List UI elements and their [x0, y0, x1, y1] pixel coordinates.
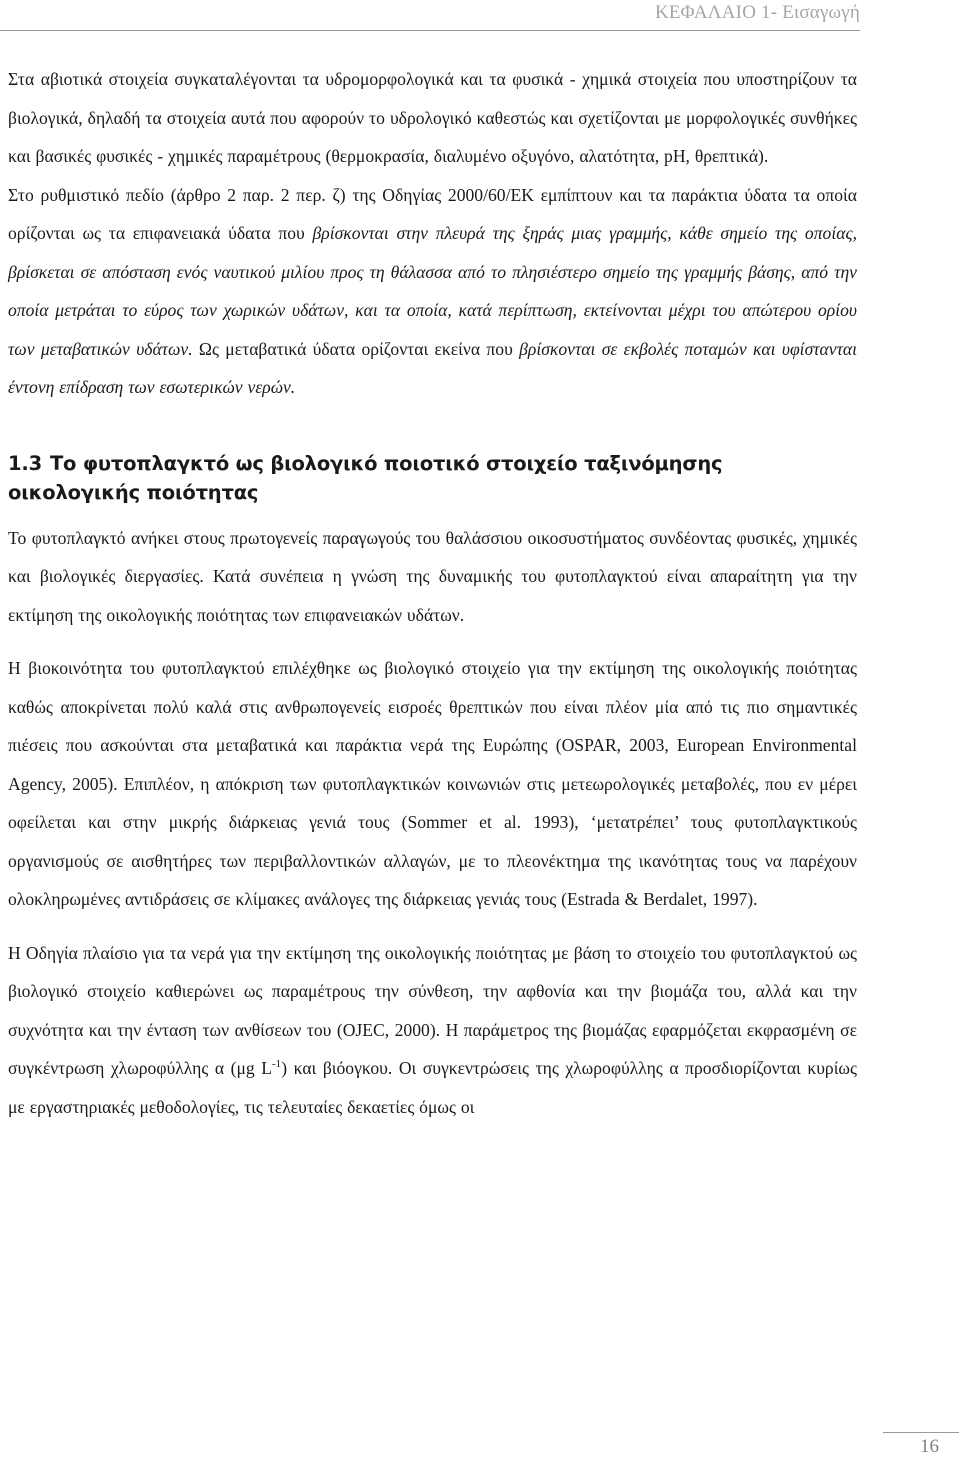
header-rule — [0, 30, 860, 31]
running-header — [0, 2, 860, 24]
transitional-waters-definition: βρίσκονται σε εκβολές ποταμών και υφίστανται έντονη επίδραση των εσωτερικών νερών. — [8, 338, 858, 397]
paragraph-phytoplankton-intro: Το φυτοπλαγκτό ανήκει στους πρωτογενείς παραγωγούς του θαλάσσιου οικοσυστήματος συνδέοντας φυσικές, χημικές και βιολογικές διεργασίες. Κατά συνέπεια η γνώση της δυναμικής του φυτοπλαγκτού είναι απαραίτητη για την εκτίμηση της οικολογικής ποιότητας των επιφανειακών υδάτων. — [8, 527, 857, 625]
coastal-waters-definition: βρίσκονται στην πλευρά της ξηράς μιας γραμμής, κάθε σημείο της οποίας, βρίσκεται σε απόσταση ενός ναυτικού μιλίου προς τη θάλασσα από το πλησιέστερο σημείο της γραμμής βάσης, από την οποία μετράται το εύρος των χωρικών υδάτων, και τα οποία, κατά περίπτωση, εκτείνονται μέχρι του απώτερου ορίου των μεταβατικών υδάτων. — [8, 223, 857, 359]
paragraph-water-framework-directive — [8, 934, 857, 1127]
unit-exponent: -1 — [272, 1058, 282, 1071]
coastal-waters-lead: Στο ρυθμιστικό πεδίο (άρθρο 2 παρ. 2 περ. ζ) της Οδηγίας 2000/60/ΕΚ εμπίπτουν και τα παράκτια ύδατα τα οποία ορίζονται ως τα επιφανειακά ύδατα που — [8, 184, 857, 243]
page-body — [8, 60, 857, 1126]
wfd-lead: Η Οδηγία πλαίσιο για τα νερά για την εκτίμηση της οικολογικής ποιότητας με βάση το στοιχείο του φυτοπλαγκτού ως βιολογικό στοιχείο καθιερώνει ως παραμέτρους την σύνθεση, την αφθονία και την βιομάζα του, αλλά και την συχνότητα και την ένταση των ανθίσεων του (OJEC, 2000). Η παράμετρος της βιομάζας εφαρμόζεται εκφρασμένη σε συγκέντρωση χλωροφύλλης α (μg L — [8, 942, 857, 1078]
section-number: 1.3 — [8, 451, 42, 475]
section-heading — [8, 449, 857, 507]
page-number: 16 — [920, 1436, 939, 1457]
running-header-title: ΚΕΦΑΛΑΙΟ 1- Εισαγωγή — [654, 2, 860, 23]
wfd-tail: ) και βιόογκου. Οι συγκεντρώσεις της χλωροφύλλης α προσδιορίζονται κυρίως με εργαστηριακές μεθοδολογίες, τις τελευταίες δεκαετίες όμως οι — [8, 1058, 857, 1117]
transitional-waters-lead: Ως μεταβατικά ύδατα ορίζονται εκείνα που — [192, 338, 520, 359]
paragraph-phytoplankton-community: Η βιοκοινότητα του φυτοπλαγκτού επιλέχθηκε ως βιολογικό στοιχείο για την εκτίμηση της οικολογικής ποιότητας καθώς αποκρίνεται πολύ καλά στις ανθρωπογενείς εισροές θρεπτικών που είναι πλέον μία από τις πιο σημαντικές πιέσεις που ασκούνται στα μεταβατικά και παράκτια νερά της Ευρώπης (OSPAR, 2003, European Environmental Agency, 2005). Επιπλέον, η απόκριση των φυτοπλαγκτικών κοινωνιών στις μετεωρολογικές μεταβολές, που εν μέρει οφείλεται και στην μικρής διάρκειας γενιά τους (Sommer et al. 1993), ‘μετατρέπει’ τους φυτοπλαγκτικούς οργανισμούς σε αισθητήρες των περιβαλλοντικών αλλαγών, με το πλεονέκτημα της ικανότητας τους να παρέχουν ολοκληρωμένες αντιδράσεις σε κλίμακες ανάλογες της διάρκειας γενιάς τους (Estrada & Berdalet, 1997). — [8, 658, 857, 909]
paragraph-coastal-waters — [8, 176, 857, 407]
paragraph-abiotic-elements: Στα αβιοτικά στοιχεία συγκαταλέγονται τα υδρομορφολογικά και τα φυσικά - χημικά στοιχεία που υποστηρίζουν τα βιολογικά, δηλαδή τα στοιχεία αυτά που αφορούν το υδρολογικό καθεστώς και σχετίζονται με μορφολογικές συνθήκες και βασικές φυσικές - χημικές παραμέτρους (θερμοκρασία, διαλυμένο οξυγόνο, αλατότητα, pH, θρεπτικά). — [8, 69, 857, 166]
footer-rule — [883, 1432, 959, 1433]
section-title: Το φυτοπλαγκτό ως βιολογικό ποιοτικό στοιχείο ταξινόμησης οικολογικής ποιότητας — [8, 451, 723, 504]
